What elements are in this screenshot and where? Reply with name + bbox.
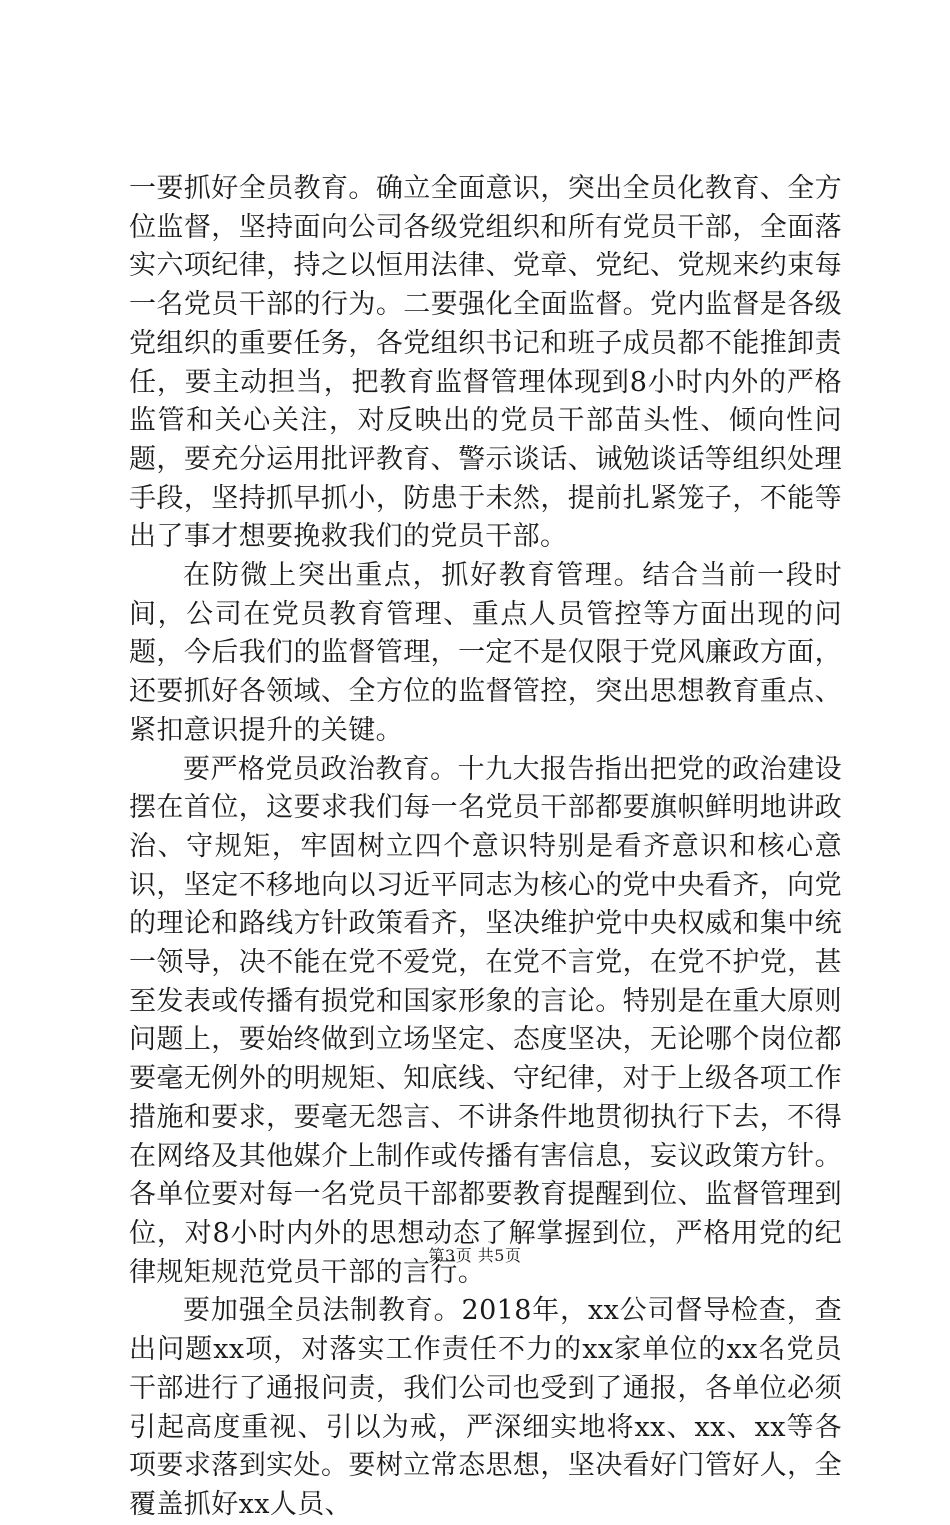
paragraph: 在防微上突出重点，抓好教育管理。结合当前一段时间，公司在党员教育管理、重点人员管控等方面出现的问题，今后我们的监督管理，一定不是仅限于党风廉政方面，还要抓好各领域、全方位的监督管控，突出思想教育重点、紧扣意识提升的关键。 <box>129 560 842 746</box>
paragraph: 要加强全员法制教育。2018年，xx公司督导检查，查出问题xx项，对落实工作责任不力的xx家单位的xx名党员干部进行了通报问责，我们公司也受到了通报，各单位必须引起高度重视、引以为戒，严深细实地将xx、xx、xx等各项要求落到实处。要树立常态思想，坚决看好门管好人，全覆盖抓好xx人员、 <box>129 1295 842 1520</box>
page-number-footer: 第3页 共5页 <box>428 1246 522 1265</box>
paragraph: 要严格党员政治教育。十九大报告指出把党的政治建设摆在首位，这要求我们每一名党员干部都要旗帜鲜明地讲政治、守规矩，牢固树立四个意识特别是看齐意识和核心意识，坚定不移地向以习近平同志为核心的党中央看齐，向党的理论和路线方针政策看齐，坚决维护党中央权威和集中统一领导，决不能在党不爱党，在党不言党，在党不护党，甚至发表或传播有损党和国家形象的言论。特别是在重大原则问题上，要始终做到立场坚定、态度坚决，无论哪个岗位都要毫无例外的明规矩、知底线、守纪律，对于上级各项工作措施和要求，要毫无怨言、不讲条件地贯彻执行下去，不得在网络及其他媒介上制作或传播有害信息，妄议政策方针。各单位要对每一名党员干部都要教育提醒到位、监督管理到位，对8小时内外的思想动态了解掌握到位，严格用党的纪律规矩规范党员干部的言行。 <box>129 753 842 1288</box>
paragraph-continuation: 一要抓好全员教育。确立全面意识，突出全员化教育、全方位监督，坚持面向公司各级党组织和所有党员干部，全面落实六项纪律，持之以恒用法律、党章、党纪、党规来约束每一名党员干部的行为。二要强化全面监督。党内监督是各级党组织的重要任务，各党组织书记和班子成员都不能推卸责任，要主动担当，把教育监督管理体现到8小时内外的严格监管和关心关注，对反映出的党员干部苗头性、倾向性问题，要充分运用批评教育、警示谈话、诫勉谈话等组织处理手段，坚持抓早抓小，防患于未然，提前扎紧笼子，不能等出了事才想要挽救我们的党员干部。 <box>129 173 842 553</box>
document-body <box>129 170 842 1525</box>
